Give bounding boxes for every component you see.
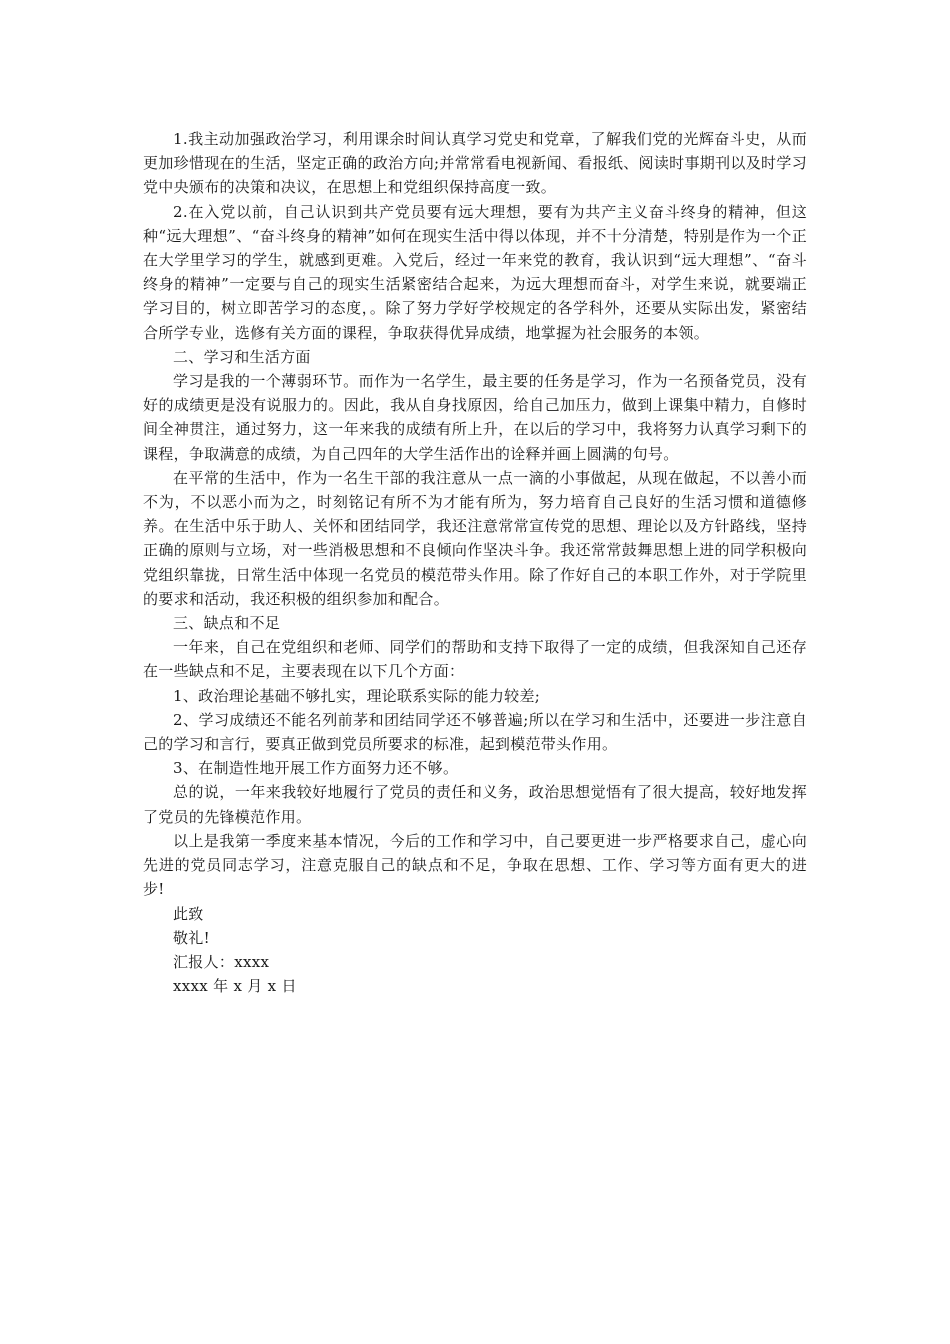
document-body	[143, 127, 807, 998]
closing-regards: 敬礼!	[173, 928, 210, 947]
paragraph-study: 学习是我的一个薄弱环节。而作为一名学生，最主要的任务是学习，作为一名预备党员，没有好的成绩更是没有说服力的。因此，我从自身找原因，给自己加压力，做到上课集中精力，自修时间全神贯注，通过努力，这一年来我的成绩有所上升，在以后的学习中，我将努力认真学习剩下的课程，争取满意的成绩，为自己四年的大学生活作出的诠释并画上圆满的句号。	[143, 372, 807, 463]
paragraph-political-study: 1.我主动加强政治学习，利用课余时间认真学习党史和党章，了解我们党的光辉奋斗史，从而更加珍惜现在的生活，坚定正确的政治方向;并常常看电视新闻、看报纸、阅读时事期刊以及时学习党中央颁布的决策和决议，在思想上和党组织保持高度一致。	[143, 130, 807, 197]
closing-salutation: 此致	[173, 904, 204, 923]
reporter-line: 汇报人：xxxx	[173, 952, 270, 971]
list-item-shortcoming-3: 3、在制造性地开展工作方面努力还不够。	[173, 759, 459, 778]
paragraph-outlook: 以上是我第一季度来基本情况，今后的工作和学习中，自己要更进一步严格要求自己，虚心向先进的党员同志学习，注意克服自己的缺点和不足，争取在思想、工作、学习等方面有更大的进步!	[143, 831, 807, 899]
list-item-shortcoming-2: 2、学习成绩还不能名列前茅和团结同学还不够普遍;所以在学习和生活中，还要进一步注意自己的学习和言行，要真正做到党员所要求的标准，起到模范带头作用。	[143, 710, 807, 754]
paragraph-ideals: 2.在入党以前，自己认识到共产党员要有远大理想，要有为共产主义奋斗终身的精神，但这种“远大理想”、“奋斗终身的精神”如何在现实生活中得以体现，并不十分清楚，特别是作为一个正在大学里学习的学生，就感到更难。入党后，经过一年来党的教育，我认识到“远大理想”、“奋斗终身的精神”一定要与自己的现实生活紧密结合起来，为远大理想而奋斗，对学生来说，就要端正学习目的，树立即苦学习的态度，。除了努力学好学校规定的各学科外，还要从实际出发，紧密结合所学专业，选修有关方面的课程，争取获得优异成绩，地掌握为社会服务的本领。	[143, 202, 807, 342]
list-item-shortcoming-1: 1、政治理论基础不够扎实，理论联系实际的能力较差;	[173, 686, 541, 705]
section-heading-study-life: 二、学习和生活方面	[173, 347, 311, 366]
paragraph-summary: 总的说，一年来我较好地履行了党员的责任和义务，政治思想觉悟有了很大提高，较好地发挥了党员的先锋模范作用。	[143, 783, 807, 826]
paragraph-shortcomings-intro: 一年来，自己在党组织和老师、同学们的帮助和支持下取得了一定的成绩，但我深知自己还存在一些缺点和不足，主要表现在以下几个方面：	[143, 638, 807, 681]
date-line: xxxx 年 x 月 x 日	[173, 977, 297, 996]
paragraph-life: 在平常的生活中，作为一名生干部的我注意从一点一滴的小事做起，从现在做起，不以善小而不为，不以恶小而为之，时刻铭记有所不为才能有所为，努力培育自己良好的生活习惯和道德修养。在生活中乐于助人、关怀和团结同学，我还注意常常宣传党的思想、理论以及方针路线，坚持正确的原则与立场，对一些消极思想和不良倾向作坚决斗争。我还常常鼓舞思想上进的同学积极向党组织靠拢，日常生活中体现一名党员的模范带头作用。除了作好自己的本职工作外，对于学院里的要求和活动，我还积极的组织参加和配合。	[143, 468, 807, 608]
section-heading-shortcomings: 三、缺点和不足	[173, 614, 281, 633]
